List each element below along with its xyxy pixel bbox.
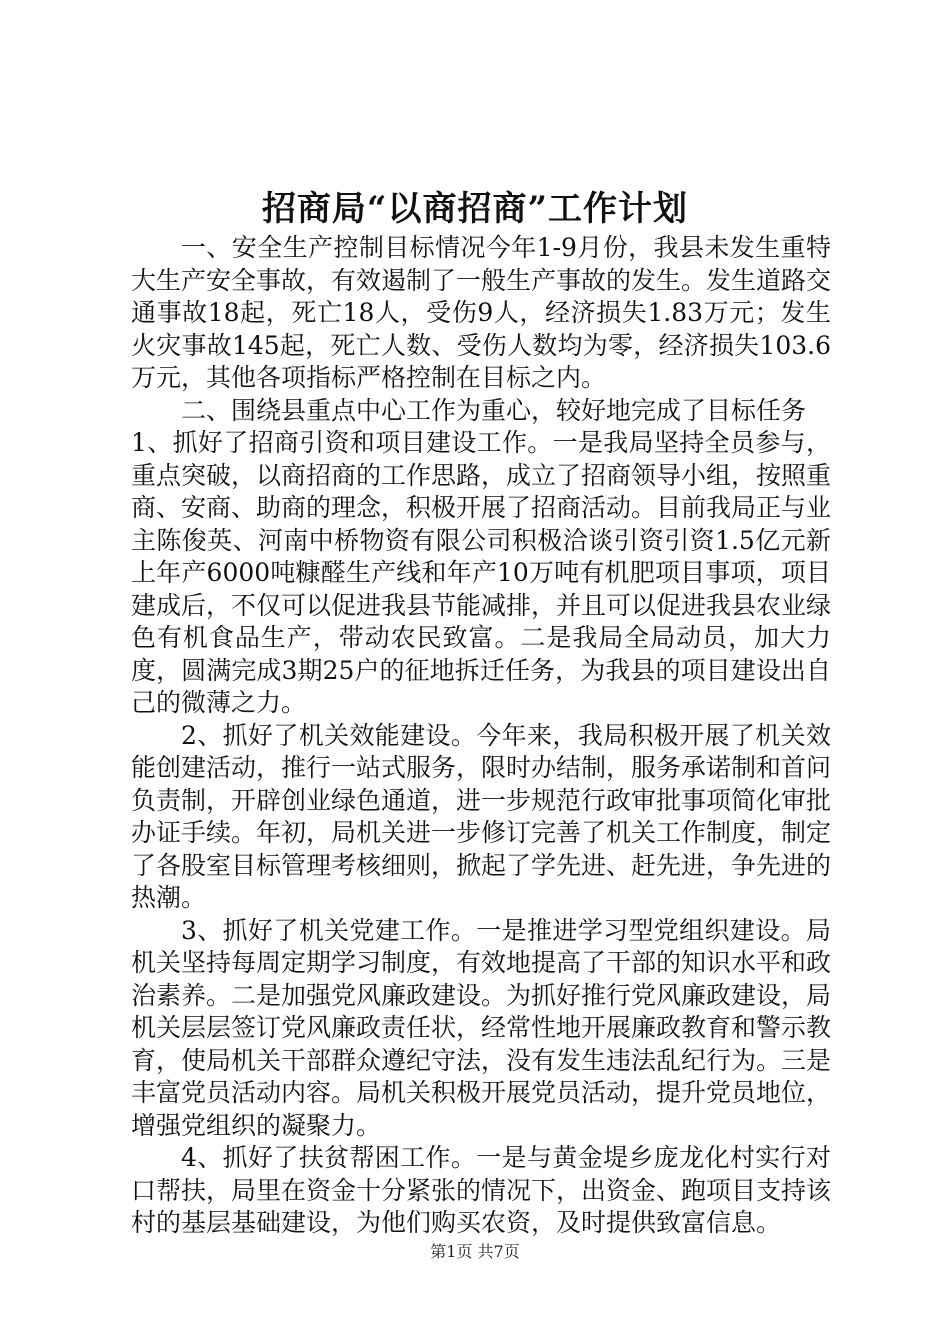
paragraph-key-work-heading: 二、围绕县重点中心工作为重心，较好地完成了目标任务 [181, 395, 807, 425]
paragraph-safety-production: 一、安全生产控制目标情况今年1-9月份，我县未发生重特大生产安全事故，有效遏制了一般生产事故的发生。发生道路交通事故18起，死亡18人，受伤9人，经济损失1.83万元；发生火灾事故145起，死亡人数、受伤人数均为零，经济损失103.6万元，其他各项指标严格控制在目标之内。 [131, 233, 832, 392]
page-footer: 第1页 共7页 [430, 1242, 520, 1261]
document-title: 招商局“以商招商”工作计划 [261, 189, 689, 229]
paragraph-party-building: 3、抓好了机关党建工作。一是推进学习型党组织建设。局机关坚持每周定期学习制度，有效地提高了干部的知识水平和政治素养。二是加强党风廉政建设。为抓好推行党风廉政建设，局机关层层签订党风廉政责任状，经常性地开展廉政教育和警示教育，使局机关干部群众遵纪守法，没有发生违法乱纪行为。三是丰富党员活动内容。局机关积极开展党员活动，提升党员地位，增强党组织的凝聚力。 [131, 915, 832, 1140]
paragraph-efficiency-building: 2、抓好了机关效能建设。今年来，我局积极开展了机关效能创建活动，推行一站式服务，限时办结制，服务承诺制和首问负责制，开辟创业绿色通道，进一步规范行政审批事项简化审批办证手续。年初，局机关进一步修订完善了机关工作制度，制定了各股室目标管理考核细则，掀起了学先进、赶先进，争先进的热潮。 [131, 720, 832, 912]
paragraph-poverty-alleviation: 4、抓好了扶贫帮困工作。一是与黄金堤乡庞龙化村实行对口帮扶，局里在资金十分紧张的情况下，出资金、跑项目支持该村的基层基础建设，为他们购买农资，及时提供致富信息。 [131, 1143, 832, 1237]
document-body [131, 232, 831, 1240]
paragraph-investment-attraction: 1、抓好了招商引资和项目建设工作。一是我局坚持全员参与，重点突破，以商招商的工作思路，成立了招商领导小组，按照重商、安商、助商的理念，积极开展了招商活动。目前我局正与业主陈俊英、河南中桥物资有限公司积极洽谈引资引资1.5亿元新上年产6000吨糠醛生产线和年产10万吨有机肥项目事项，项目建成后，不仅可以促进我县节能减排，并且可以促进我县农业绿色有机食品生产，带动农民致富。二是我局全局动员，加大力度，圆满完成3期25户的征地拆迁任务，为我县的项目建设出自己的微薄之力。 [131, 428, 832, 717]
